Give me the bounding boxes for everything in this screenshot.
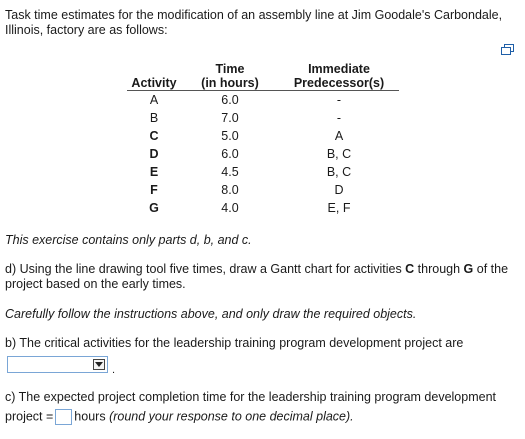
part-c-question: c) The expected project completion time for the leadership training program development (5, 390, 497, 404)
careful-note: Carefully follow the instructions above, and only draw the required objects. (5, 307, 417, 321)
part-b-question: b) The critical activities for the leadership training program development project are (5, 336, 464, 350)
select-period: . (112, 364, 116, 376)
header-time: Time (in hours) (201, 61, 259, 90)
intro-text: Task time estimates for the modification of an assembly line at Jim Goodale's Carbondale, Illinois, factory are as follows: (5, 8, 503, 37)
table-row (127, 109, 399, 127)
activity-cell: D (149, 146, 159, 161)
activity-cell: E (149, 164, 159, 179)
task-table (127, 60, 399, 217)
table-header-row (127, 60, 399, 90)
time-cell: 8.0 (221, 182, 239, 197)
dropdown-arrow-icon[interactable] (93, 359, 105, 370)
predecessor-cell: E, F (327, 200, 351, 215)
table-row (127, 90, 399, 109)
time-cell: 6.0 (181, 90, 279, 109)
header-predecessors: Immediate Predecessor(s) (293, 61, 385, 90)
part-c-answer-line: project = hours (round your response to one decimal place). (5, 409, 354, 424)
time-cell: 6.0 (221, 146, 239, 161)
activity-cell: B (149, 110, 159, 125)
time-cell: 4.5 (221, 164, 239, 179)
completion-time-input[interactable] (55, 409, 72, 425)
predecessor-cell: B, C (326, 164, 352, 179)
predecessor-cell: - (279, 90, 399, 109)
activity-cell: C (149, 128, 159, 143)
table-row (127, 145, 399, 163)
table-row (127, 181, 399, 199)
activity-cell: A (127, 90, 181, 109)
critical-activities-select[interactable] (7, 356, 108, 373)
time-cell: 4.0 (221, 200, 239, 215)
time-cell: 5.0 (221, 128, 239, 143)
predecessor-cell: B, C (326, 146, 352, 161)
time-cell: 7.0 (221, 110, 239, 125)
copy-icon[interactable] (501, 44, 514, 55)
predecessor-cell: A (334, 128, 344, 143)
predecessor-cell: - (336, 110, 342, 125)
predecessor-cell: D (334, 182, 344, 197)
table-row (127, 163, 399, 181)
parts-note: This exercise contains only parts d, b, and c. (5, 233, 252, 247)
header-activity: Activity (131, 75, 177, 90)
table-row (127, 127, 399, 145)
table-row (127, 199, 399, 217)
activity-cell: F (150, 182, 158, 197)
part-d-question: d) Using the line drawing tool five times, draw a Gantt chart for activities C through G of the project based on the early times. (5, 262, 509, 291)
activity-cell: G (149, 200, 159, 215)
